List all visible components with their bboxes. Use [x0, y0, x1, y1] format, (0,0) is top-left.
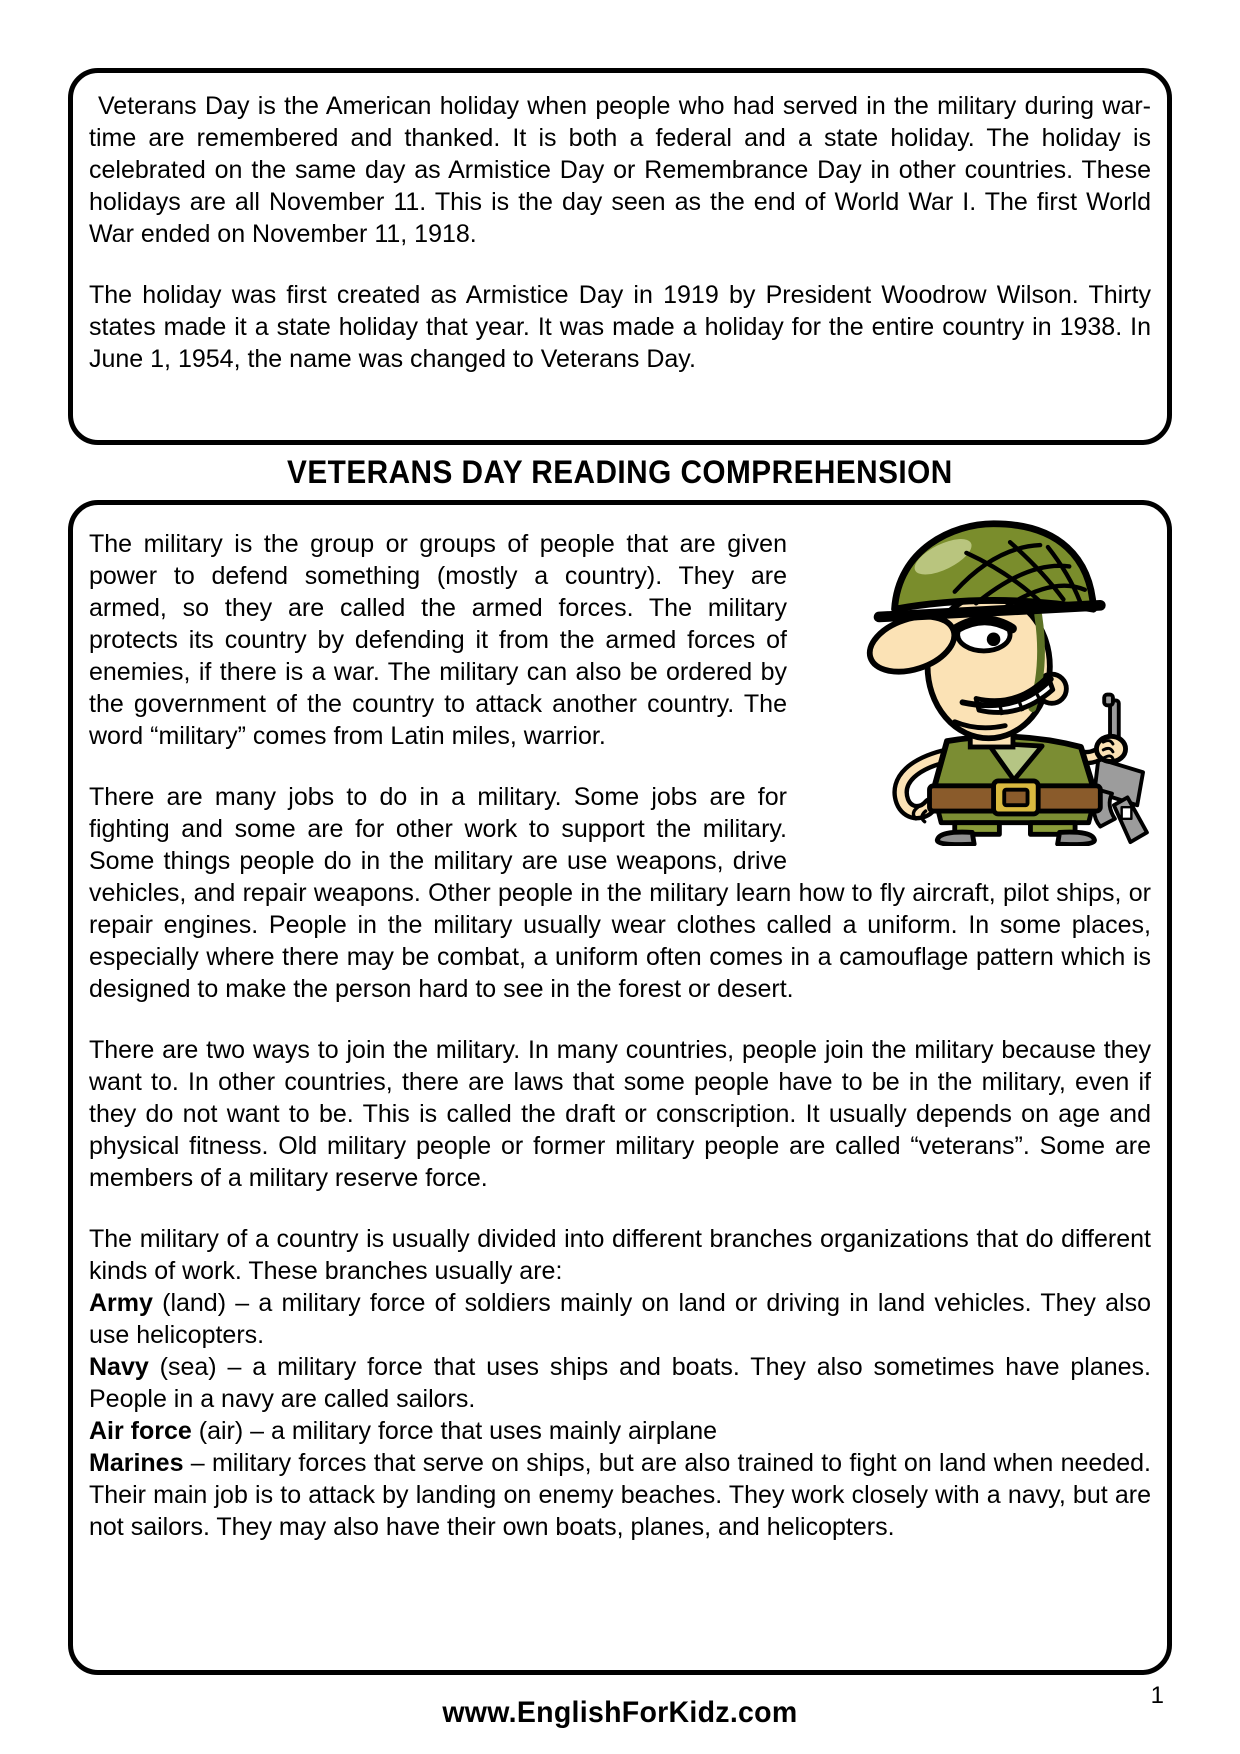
intro-text-box [68, 68, 1172, 445]
branch-navy-text: (sea) – a military force that uses ships and boats. They also sometimes have planes. People in a navy are called sailors. [89, 1353, 1151, 1413]
branch-army [89, 1287, 1151, 1351]
footer [0, 1696, 1240, 1730]
branch-navy [89, 1351, 1151, 1415]
branch-marines-text: – military forces that serve on ships, but are also trained to fight on land when needed. Their main job is to attack by landing on enemy beaches. They work closely with a navy, but are not sailors. They may also have their own boats, planes, and helicopters. [89, 1449, 1151, 1541]
footer-url: www.EnglishForKidz.com [442, 1696, 798, 1729]
reading-paragraph-1: The military is the group or groups of people that are given power to defend something (mostly a country). They are armed, so they are called the armed forces. The military protects its country by defending it from the armed forces of enemies, if there is a war. The military can also be ordered by the government of the country to attack another country. The word “military” comes from Latin miles, warrior. [89, 530, 787, 750]
reading-paragraph-3: There are two ways to join the military. In many countries, people join the military because they want to. In other countries, there are laws that some people have to be in the military, even if they do not want to be. This is called the draft or conscription. It usually depends on age and physical fitness. Old military people or former military people are called “veterans”. Some are members of a military reserve force. [89, 1036, 1151, 1192]
reading-paragraph-4: The military of a country is usually divided into different branches organizations that do different kinds of work. These branches usually are: [89, 1225, 1151, 1285]
page-number: 1 [1150, 1682, 1164, 1709]
reading-paragraph-2: There are many jobs to do in a military. Some jobs are for fighting and some are for other work to support the military. Some things people do in the military are use weapons, drive vehicles, and repair weapons. Other people in the military learn how to fly aircraft, pilot ships, or repair engines. People in the military usually wear clothes called a uniform. In some places, especially where there may be combat, a uniform often comes in a camouflage pattern which is designed to make the person hard to see in the forest or desert. [89, 783, 1151, 1003]
branch-army-text: (land) – a military force of soldiers mainly on land or driving in land vehicles. They also use helicopters. [89, 1289, 1151, 1349]
soldier-helmet [879, 524, 1100, 617]
soldier-legs [937, 823, 1094, 845]
intro-paragraph-1: Veterans Day is the American holiday when people who had served in the military during war-time are remembered and thanked. It is both a federal and a state holiday. The holiday is celebrated on the same day as Armistice Day or Remembrance Day in other countries. These holidays are all November 11. This is the day seen as the end of World War I. The first World War ended on November 11, 1918. [89, 92, 1151, 248]
soldier-torso [930, 737, 1101, 823]
branch-airforce-name: Air force [89, 1417, 192, 1445]
reading-text-box [68, 500, 1172, 1675]
branch-marines-name: Marines [89, 1449, 184, 1477]
page-title: VETERANS DAY READING COMPREHENSION [287, 454, 953, 490]
branch-marines [89, 1447, 1151, 1543]
branch-army-name: Army [89, 1289, 153, 1317]
intro-paragraph-2: The holiday was first created as Armistice Day in 1919 by President Woodrow Wilson. Thirty states made it a state holiday that year. It was made a holiday for the entire country in 1938. In June 1, 1954, the name was changed to Veterans Day. [89, 281, 1151, 373]
branch-airforce-text: (air) – a military force that uses mainly airplane [191, 1417, 718, 1445]
title-band [68, 445, 1172, 500]
page-content [68, 68, 1172, 1675]
branch-airforce [89, 1415, 1151, 1447]
soldier-illustration [801, 516, 1157, 846]
rifle [1094, 695, 1147, 843]
branch-navy-name: Navy [89, 1353, 149, 1381]
